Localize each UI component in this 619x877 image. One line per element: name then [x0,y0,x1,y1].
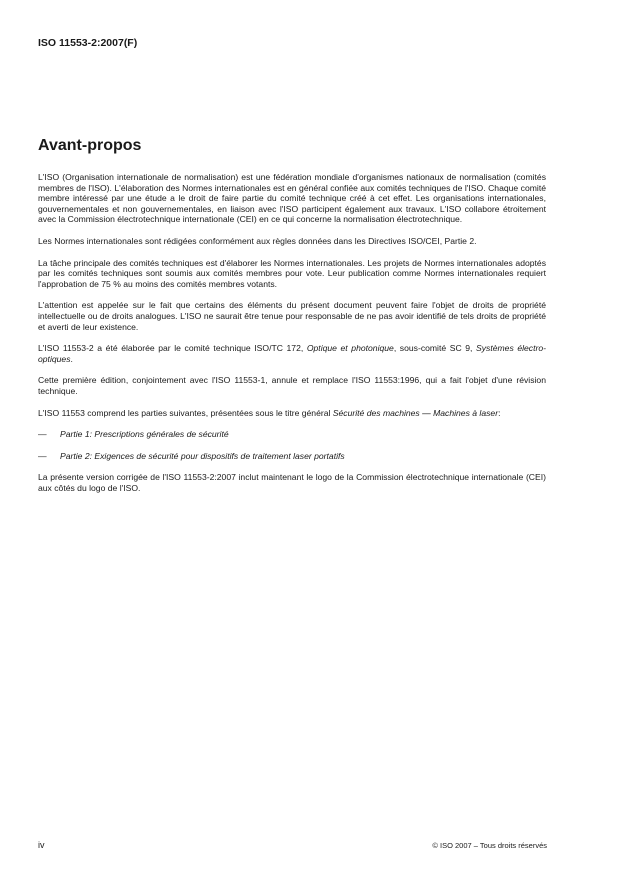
general-title: Sécurité des machines — Machines à laser [332,407,499,418]
committee-title: Optique et photonique [306,343,394,354]
dash-bullet: — [38,450,47,461]
list-item-part-2 [38,451,546,462]
paragraph-directives: Les Normes internationales sont rédigées conformément aux règles données dans les Directives ISO/CEI, Partie 2. [38,235,477,246]
list-item-part-1 [38,429,546,440]
foreword-body [38,172,546,504]
paragraph-edition: Cette première édition, conjointement avec l'ISO 11553-1, annule et remplace l'ISO 11553:1996, qui a fait l'objet d'une révision technique. [38,375,546,396]
paragraph-parts-intro: L'ISO 11553 comprend les parties suivantes, présentées sous le titre général Sécurité des machines — Machines à laser: [38,407,501,418]
dash-bullet: — [38,429,47,440]
copyright-notice: © ISO 2007 – Tous droits réservés [432,841,547,850]
paragraph-patent-rights: L'attention est appelée sur le fait que certains des éléments du présent document peuvent faire l'objet de droits de propriété intellectuelle ou de droits analogues. L'ISO ne saurait être tenue pour responsable de ne pas avoir identifié de tels droits de propriété et averti de leur existence. [38,300,546,332]
paragraph-iso-intro: L'ISO (Organisation internationale de normalisation) est une fédération mondiale d'organismes nationaux de normalisation (comités membres de l'ISO). L'élaboration des Normes internationales est en général confiée aux comités techniques de l'ISO. Chaque comité membre intéressé par une étude a le droit de faire partie du comité technique créé à cet effet. Les organisations internationales, gouvernementales et non gouvernementales, en liaison avec l'ISO participent également aux travaux. L'ISO collabore étroitement avec la Commission électrotechnique internationale (CEI) en ce qui concerne la normalisation électrotechnique. [38,172,546,225]
page-number: iv [38,840,45,850]
section-title: Avant-propos [38,137,142,154]
document-id-header: ISO 11553-2:2007(F) [38,37,138,49]
paragraph-technical-committees: La tâche principale des comités techniques est d'élaborer les Normes internationales. Les projets de Normes internationales adoptés par les comités techniques sont soumis aux comités membres pour vote. Leur publication comme Normes internationales requiert l'approbation de 75 % au moins des comités membres votants. [38,257,546,289]
subcommittee-title: Systèmes électro-optiques [38,343,546,364]
paragraph-corrected-version: La présente version corrigée de l'ISO 11553-2:2007 inclut maintenant le logo de la Commission électrotechnique internationale (CEI) aux côtés du logo de l'ISO. [38,472,546,493]
paragraph-prepared-by: L'ISO 11553-2 a été élaborée par le comité technique ISO/TC 172, Optique et photonique, sous-comité SC 9, Systèmes électro-optiques. [38,343,546,364]
part-1-title: Partie 1: Prescriptions générales de sécurité [60,429,229,440]
part-2-title: Partie 2: Exigences de sécurité pour dispositifs de traitement laser portatifs [60,450,345,461]
